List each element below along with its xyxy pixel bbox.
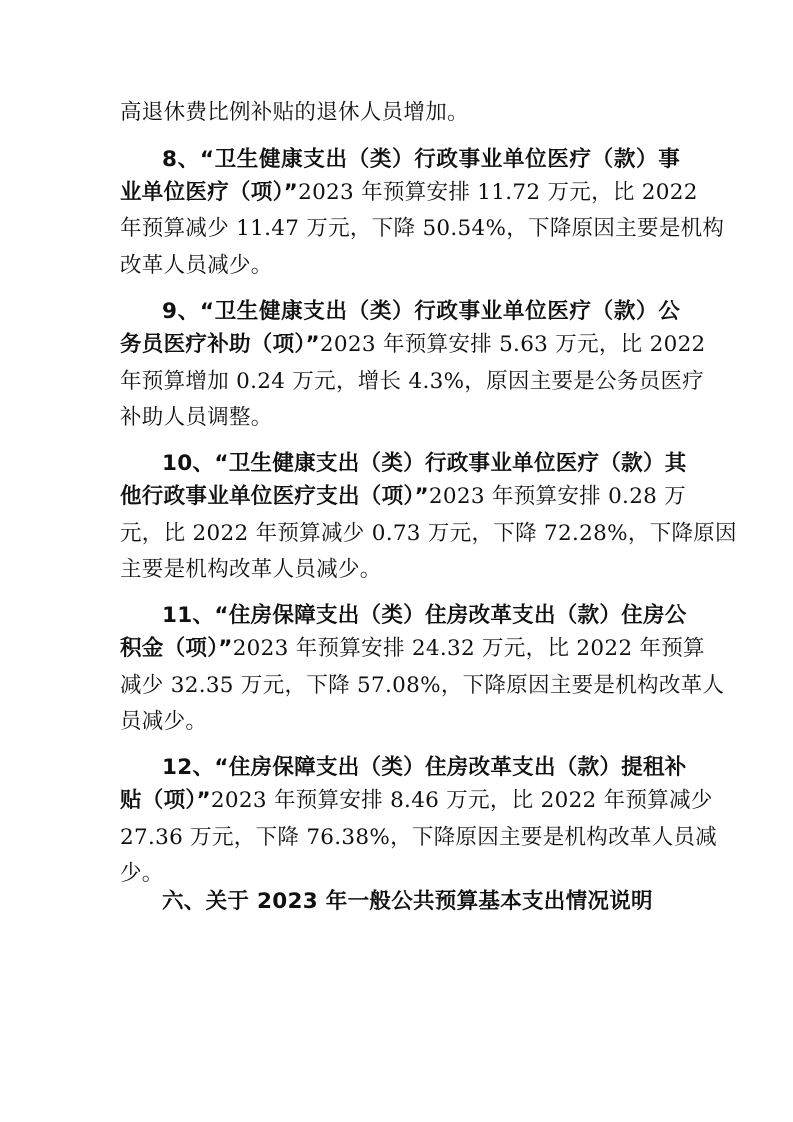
item-12-text: 2023 年预算安排 8.46 万元，比 2022 年预算减少: [210, 788, 713, 813]
item-8-text: 2023 年预算安排 11.72 万元，比 2022: [298, 180, 698, 205]
item-11-text: 2023 年预算安排 24.32 万元，比 2022 年预算: [232, 636, 705, 661]
item-12-text: 少。: [120, 861, 164, 886]
item-10-line-4: [120, 555, 680, 585]
item-8-text: 年预算减少 11.47 万元，下降 50.54%，下降原因主要是机构: [120, 216, 725, 241]
item-9-line-2: [120, 330, 706, 360]
item-8-line-2: [120, 178, 698, 208]
item-8-heading-line: [162, 145, 680, 175]
item-8-bold-title-cont: 业单位医疗（项）”: [120, 180, 299, 205]
item-9-heading-line: [162, 297, 680, 327]
item-12-text: 27.36 万元，下降 76.38%，下降原因主要是机构改革人员减: [120, 825, 718, 850]
item-11-text: 减少 32.35 万元，下降 57.08%，下降原因主要是机构改革人: [120, 673, 725, 698]
section-heading-text: 六、关于 2023 年一般公共预算基本支出情况说明: [162, 889, 653, 914]
item-10-text: 2023 年预算安排 0.28 万: [428, 484, 687, 509]
item-11-line-3: [120, 671, 725, 701]
item-9-bold-title: 9、“卫生健康支出（类）行政事业单位医疗（款）公: [162, 299, 680, 324]
item-9-bold-title-cont: 务员医疗补助（项）”: [120, 332, 320, 357]
item-11-text: 员减少。: [120, 709, 208, 734]
item-8-line-4: [120, 251, 680, 281]
item-11-bold-title: 11、“住房保障支出（类）住房改革支出（款）住房公: [162, 603, 687, 628]
item-8-text: 改革人员减少。: [120, 253, 273, 278]
item-9-line-3: [120, 367, 705, 397]
item-8-bold-title: 8、“卫生健康支出（类）行政事业单位医疗（款）事: [162, 147, 680, 172]
item-10-bold-title-cont: 他行政事业单位医疗支出（项）”: [120, 484, 429, 509]
paragraph-line: [120, 98, 680, 128]
item-11-heading-line: [162, 601, 687, 631]
item-10-text: 主要是机构改革人员减少。: [120, 557, 382, 582]
item-10-bold-title: 10、“卫生健康支出（类）行政事业单位医疗（款）其: [162, 451, 687, 476]
item-9-text: 2023 年预算安排 5.63 万元，比 2022: [319, 332, 706, 357]
item-12-heading-line: [162, 753, 687, 783]
text-fragment: 高退休费比例补贴的退休人员增加。: [120, 100, 469, 125]
item-10-text: 元，比 2022 年预算减少 0.73 万元，下降 72.28%，下降原因: [120, 521, 737, 546]
item-12-line-4: [120, 859, 680, 889]
item-9-text: 年预算增加 0.24 万元，增长 4.3%，原因主要是公务员医疗: [120, 369, 705, 394]
item-10-line-2: [120, 482, 687, 512]
item-10-heading-line: [162, 449, 687, 479]
item-11-line-4: [120, 707, 680, 737]
item-12-bold-title: 12、“住房保障支出（类）住房改革支出（款）提租补: [162, 755, 687, 780]
item-11-bold-title-cont: 积金（项）”: [120, 636, 233, 661]
item-12-line-3: [120, 823, 718, 853]
item-10-line-3: [120, 519, 737, 549]
item-11-line-2: [120, 634, 705, 664]
item-12-bold-title-cont: 贴（项）”: [120, 788, 211, 813]
item-12-line-2: [120, 786, 713, 816]
section-heading: [162, 887, 680, 917]
item-8-line-3: [120, 214, 725, 244]
item-9-line-4: [120, 403, 680, 433]
item-9-text: 补助人员调整。: [120, 405, 273, 430]
